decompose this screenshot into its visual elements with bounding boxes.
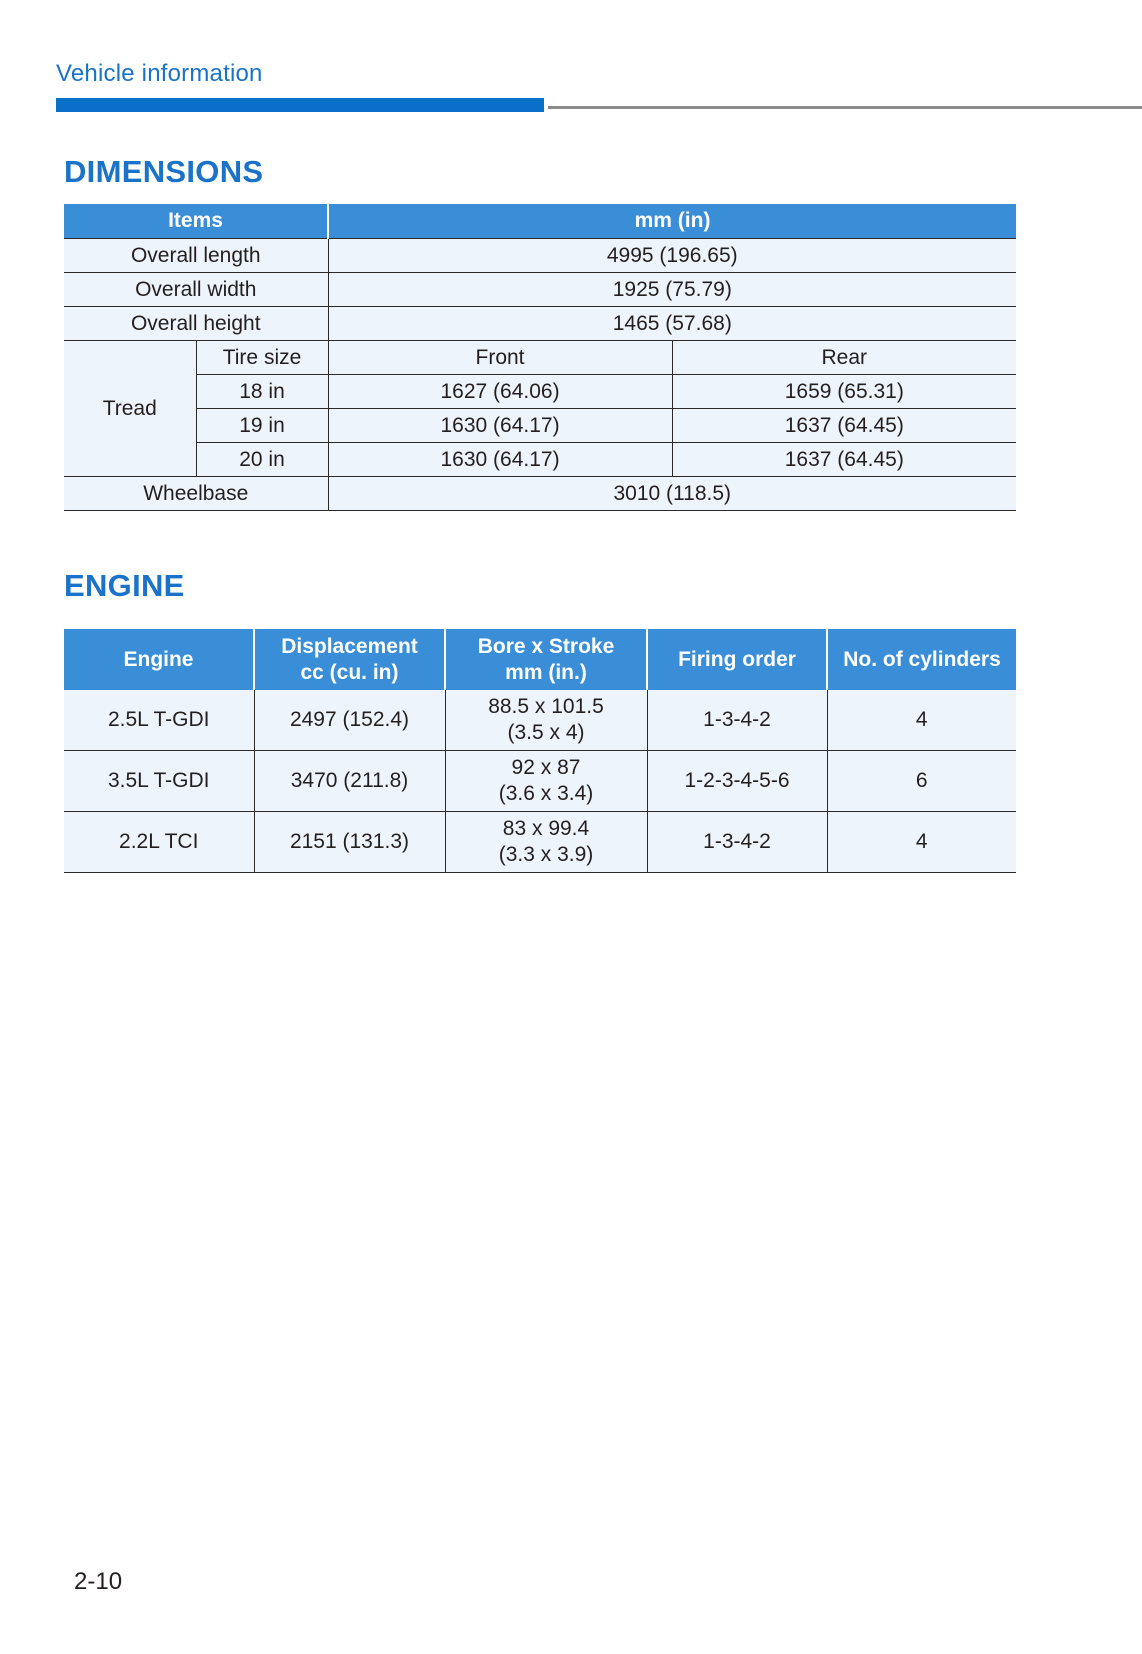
row-label: Overall height [64,307,328,341]
bore-in: (3.3 x 3.9) [498,843,594,866]
column-header-cylinders: No. of cylinders [827,629,1016,690]
bore-header-line2: mm (in.) [505,660,587,684]
column-header-displacement [254,629,445,690]
page-number: 2-10 [74,1568,123,1595]
column-header-bore-stroke [445,629,647,690]
table-row [64,751,1016,812]
table-row [64,375,1016,409]
cylinders-cell: 4 [827,690,1016,751]
row-value: 1465 (57.68) [328,307,1016,341]
header-divider-line [548,106,1142,109]
firing-order-cell: 1-3-4-2 [647,690,827,751]
bore-in: (3.5 x 4) [507,721,585,744]
rear-tread-cell: 1637 (64.45) [672,409,1016,443]
table-row [64,341,1016,375]
tread-label: Tread [64,341,196,477]
bore-mm: 83 x 99.4 [502,817,590,840]
engine-cell: 3.5L T-GDI [64,751,254,812]
table-row [64,307,1016,341]
displacement-header-line1: Displacement [281,634,418,658]
bore-stroke-cell [445,812,647,873]
tire-size-cell: 19 in [196,409,328,443]
firing-order-cell: 1-2-3-4-5-6 [647,751,827,812]
table-row [64,273,1016,307]
column-header-items: Items [64,204,328,239]
bore-header-line1: Bore x Stroke [477,634,615,658]
displacement-cell: 2497 (152.4) [254,690,445,751]
table-row [64,443,1016,477]
engine-cell: 2.5L T-GDI [64,690,254,751]
cylinders-cell: 4 [827,812,1016,873]
rear-header: Rear [672,341,1016,375]
firing-order-cell: 1-3-4-2 [647,812,827,873]
front-tread-cell: 1630 (64.17) [328,443,672,477]
displacement-header-line2: cc (cu. in) [300,660,399,684]
bore-stroke-cell [445,690,647,751]
row-label: Overall length [64,239,328,273]
row-value: 3010 (118.5) [328,477,1016,511]
row-label: Overall width [64,273,328,307]
bore-in: (3.6 x 3.4) [498,782,594,805]
header-accent-bar [56,98,544,112]
tire-size-cell: 20 in [196,443,328,477]
table-row [64,477,1016,511]
row-value: 4995 (196.65) [328,239,1016,273]
rear-tread-cell: 1659 (65.31) [672,375,1016,409]
front-tread-cell: 1630 (64.17) [328,409,672,443]
front-header: Front [328,341,672,375]
page-section-title: Vehicle information [56,60,263,87]
engine-table [64,629,1016,873]
table-row [64,239,1016,273]
table-row [64,812,1016,873]
displacement-cell: 3470 (211.8) [254,751,445,812]
engine-heading: ENGINE [64,568,185,603]
table-row [64,690,1016,751]
table-row [64,409,1016,443]
tire-size-cell: 18 in [196,375,328,409]
table-header-row [64,629,1016,690]
column-header-unit: mm (in) [328,204,1016,239]
dimensions-heading: DIMENSIONS [64,154,264,189]
column-header-firing-order: Firing order [647,629,827,690]
bore-mm: 92 x 87 [511,756,581,779]
bore-stroke-cell [445,751,647,812]
front-tread-cell: 1627 (64.06) [328,375,672,409]
row-label: Wheelbase [64,477,328,511]
bore-mm: 88.5 x 101.5 [488,695,604,718]
engine-cell: 2.2L TCI [64,812,254,873]
displacement-cell: 2151 (131.3) [254,812,445,873]
table-header-row [64,204,1016,239]
column-header-engine: Engine [64,629,254,690]
cylinders-cell: 6 [827,751,1016,812]
row-value: 1925 (75.79) [328,273,1016,307]
tire-size-header: Tire size [196,341,328,375]
rear-tread-cell: 1637 (64.45) [672,443,1016,477]
dimensions-table [64,204,1016,511]
